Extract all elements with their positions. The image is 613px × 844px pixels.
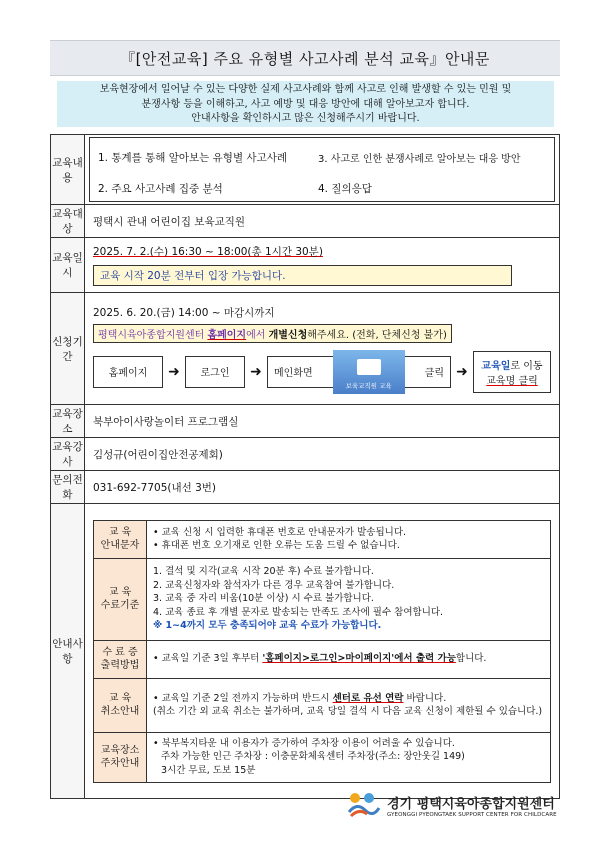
sms-header: 교 육 안내문자 xyxy=(94,520,147,558)
certificate-header: 수 료 증 출력방법 xyxy=(94,640,147,678)
arrow-icon: ➜ xyxy=(250,363,262,380)
footer xyxy=(345,790,557,820)
target-value: 평택시 관내 어린이집 보육교직원 xyxy=(85,205,560,238)
apply-period: 2025. 6. 20.(금) 14:00 ~ 마감시까지 xyxy=(93,306,275,319)
teacher-label: 교육강사 xyxy=(51,438,85,471)
date-value: 2025. 7. 2.(수) 16:30 ~ 18:00(총 1시간 30분) xyxy=(93,246,323,258)
cancel-text: • 교육일 기준 2일 전까지 가능하며 반드시 센터로 유선 연락 바랍니다. xyxy=(153,692,447,704)
arrow-icon: ➜ xyxy=(168,363,180,380)
step-login: 로그인 xyxy=(185,356,245,388)
step-homepage: 홈페이지 xyxy=(93,356,163,388)
phone-label: 문의전화 xyxy=(51,471,85,504)
notice-line: 주차 가능한 인근 주차장 : 이충문화체육센터 주차장(주소: 장안웃길 149) xyxy=(161,751,465,763)
place-value: 북부아이사랑놀이터 프로그램실 xyxy=(85,405,560,438)
course-item: 1. 통계를 통해 알아보는 유형별 사고사례 xyxy=(98,152,287,164)
book-icon xyxy=(357,359,381,375)
certificate-text: • 교육일 기준 3일 후부터 '홈페이지>로그인>마이페이지'에서 출력 가능합니다. xyxy=(147,640,551,678)
notice-line: 1. 결석 및 지각(교육 시작 20분 후) 수료 불가합니다. xyxy=(153,566,374,578)
intro-line: 분쟁사항 등을 이해하고, 사고 예방 및 대응 방안에 대해 알아보고자 합니다. xyxy=(141,98,470,110)
notice-line: 2. 교육신청자와 참석자가 다른 경우 교육참여 불가합니다. xyxy=(153,579,395,591)
entry-note: 교육 시작 20분 전부터 입장 가능합니다. xyxy=(93,265,512,286)
step-main: 메인화면 보육교직원 교육 클릭 xyxy=(267,356,451,388)
apply-label: 신청기간 xyxy=(51,293,85,405)
intro-line: 보육현장에서 일어날 수 있는 다양한 실제 사고사례와 함께 사고로 인해 발생할 수 있는 민원 및 xyxy=(99,84,512,95)
course-list xyxy=(89,137,555,202)
teacher-value: 김성규(어린이집안전공제회) xyxy=(85,438,560,471)
notice-line: • 휴대폰 번호 오기재로 인한 오류는 도움 드릴 수 없습니다. xyxy=(153,540,400,551)
parking-header: 교육장소 주차안내 xyxy=(94,732,147,782)
step-final: 교육일로 이동 교육명 클릭 xyxy=(473,351,551,393)
notice-line: 4. 교육 종료 후 개별 문자로 발송되는 만족도 조사에 필수 참여합니다. xyxy=(153,606,444,618)
credit-note: ※ 1~4까지 모두 충족되어야 교육 수료가 가능합니다. xyxy=(153,620,382,632)
notice-table xyxy=(93,520,551,783)
center-name: 경기 평택시육아종합지원센터 xyxy=(387,796,555,812)
center-logo-icon xyxy=(345,790,383,820)
cancel-note: (취소 기간 외 교육 취소는 불가하며, 교육 당일 결석 시 다음 교육 신청이 제한될 수 있습니다.) xyxy=(153,706,543,717)
education-banner-icon: 보육교직원 교육 xyxy=(333,350,405,394)
intro-line: 안내사항을 확인하시고 많은 신청해주시기 바랍니다. xyxy=(191,113,420,124)
place-label: 교육장소 xyxy=(51,405,85,438)
notice-line: • 북부복지타운 내 이용자가 증가하여 주차장 이용이 어려울 수 있습니다. xyxy=(153,737,455,749)
phone-value: 031-692-7705(내선 3번) xyxy=(85,471,560,504)
notice-line: 3. 교육 중 자리 비움(10분 이상) 시 수료 불가합니다. xyxy=(153,593,374,605)
intro-box xyxy=(57,81,554,127)
cancel-header: 교 육 취소안내 xyxy=(94,678,147,732)
date-label: 교육일시 xyxy=(51,238,85,293)
target-label: 교육대상 xyxy=(51,205,85,238)
course-item: 3. 사고로 인한 분쟁사례로 알아보는 대응 방안 xyxy=(318,154,521,165)
arrow-icon: ➜ xyxy=(456,363,468,380)
notice-line: 3시간 무료, 도보 15분 xyxy=(161,764,256,776)
notice-line: • 교육 신청 시 입력한 휴대폰 번호로 안내문자가 발송됩니다. xyxy=(153,526,407,538)
page-title: 『[안전교육] 주요 유형별 사고사례 분석 교육』안내문 xyxy=(50,40,560,76)
apply-method: 평택시육아종합지원센터 홈페이지에서 개별신청해주세요. (전화, 단체신청 불가) xyxy=(93,324,452,343)
course-item: 4. 질의응답 xyxy=(318,183,372,195)
content-label: 교육내용 xyxy=(51,135,85,205)
apply-flow xyxy=(93,351,551,393)
notice-label: 안내사항 xyxy=(51,504,85,799)
info-table xyxy=(50,134,560,799)
course-item: 2. 주요 사고사례 집중 분석 xyxy=(98,183,223,195)
credit-header: 교 육 수료기준 xyxy=(94,558,147,640)
center-english-name: GYEONGGI PYEONGTAEK SUPPORT CENTER FOR CHILDCARE xyxy=(387,811,557,818)
